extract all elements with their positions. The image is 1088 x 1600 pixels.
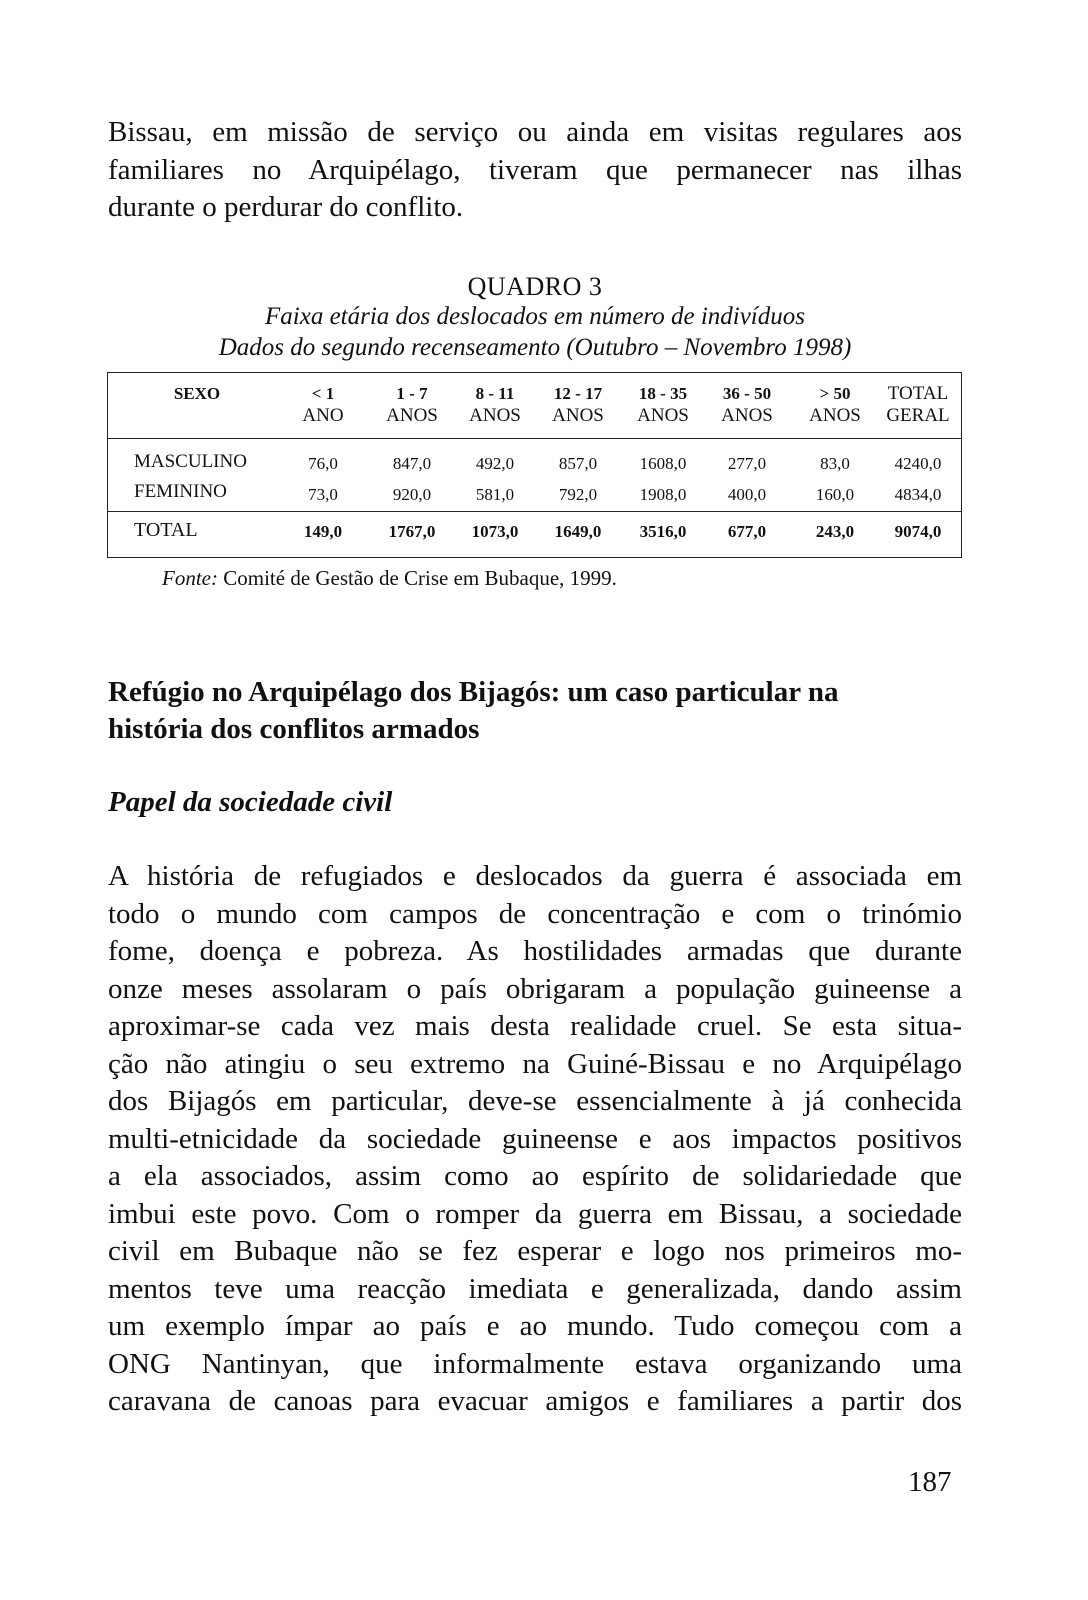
table-cell: 581,0: [475, 485, 515, 504]
text-line: mentos teve uma reacção imediata e generalizada, dando assim: [108, 1272, 962, 1305]
table-cell: 4240,0: [894, 454, 942, 473]
total-cell: 149,0: [303, 522, 343, 541]
heading-line: Refúgio no Arquipélago dos Bijagós: um caso particular na: [108, 676, 839, 708]
column-header: SEXO: [173, 384, 221, 403]
page-number: 187: [908, 1466, 952, 1498]
table-divider: [108, 438, 961, 439]
table-cell: 4834,0: [894, 485, 942, 504]
text-line: ONG Nantinyan, que informalmente estava organizando uma: [108, 1347, 962, 1380]
table-caption: Faixa etária dos deslocados em número de indivíduos: [265, 303, 805, 330]
table-subcaption: Dados do segundo recenseamento (Outubro – Novembro 1998): [218, 334, 852, 361]
table-cell: 492,0: [475, 454, 515, 473]
text-line: civil em Bubaque não se fez esperar e logo nos primeiros mo-: [108, 1235, 962, 1267]
text-line: todo o mundo com campos de concentração e com o trinómio: [108, 897, 962, 930]
column-header: 12 - 17 ANOS: [552, 384, 604, 426]
total-cell: 1649,0: [554, 522, 602, 541]
source-label: Fonte:: [162, 566, 218, 590]
text-line: durante o perdurar do conflito.: [108, 191, 464, 223]
column-header: 1 - 7 ANOS: [386, 384, 438, 426]
total-cell: 3516,0: [639, 522, 687, 541]
table-cell: 83,0: [820, 454, 850, 473]
total-cell: 1767,0: [388, 522, 436, 541]
total-cell: 243,0: [815, 522, 855, 541]
table-cell: 847,0: [392, 454, 432, 473]
section-heading: [108, 674, 962, 748]
age-table: [107, 372, 962, 558]
text-line: a ela associados, assim como ao espírito de solidariedade que: [108, 1160, 962, 1192]
subheading: Papel da sociedade civil: [108, 786, 393, 818]
column-header: > 50 ANOS: [809, 384, 861, 426]
total-cell: 9074,0: [894, 522, 942, 541]
text-line: familiares no Arquipélago, tiveram que permanecer nas ilhas: [108, 153, 962, 186]
total-cell: 1073,0: [471, 522, 519, 541]
table-divider: [108, 511, 961, 512]
text-line: onze meses assolaram o país obrigaram a população guineense a: [108, 972, 962, 1005]
text-line: dos Bijagós em particular, deve-se essencialmente à já conhecida: [108, 1085, 962, 1117]
table-cell: 857,0: [558, 454, 598, 473]
column-header: 18 - 35 ANOS: [637, 384, 689, 426]
table-cell: 1608,0: [639, 454, 687, 473]
text-line: ção não atingiu o seu extremo na Guiné-Bissau e no Arquipélago: [108, 1047, 962, 1080]
column-header: TOTAL GERAL: [886, 383, 950, 426]
text-line: A história de refugiados e deslocados da guerra é associada em: [108, 860, 962, 892]
table-cell: 277,0: [727, 454, 767, 473]
row-label: MASCULINO: [134, 451, 247, 472]
table-cell: 920,0: [392, 485, 432, 504]
total-cell: 677,0: [727, 522, 767, 541]
table-cell: 792,0: [558, 485, 598, 504]
row-label: FEMININO: [134, 481, 227, 502]
column-header: 8 - 11 ANOS: [469, 384, 521, 426]
table-cell: 400,0: [727, 485, 767, 504]
text-line: aproximar-se cada vez mais desta realidade cruel. Se esta situa-: [108, 1010, 962, 1042]
source-text: Comité de Gestão de Crise em Bubaque, 1999.: [223, 566, 617, 590]
text-line: Bissau, em missão de serviço ou ainda em visitas regulares aos: [108, 116, 962, 148]
total-row-label: TOTAL: [134, 519, 198, 541]
intro-paragraph: [108, 114, 962, 227]
body-paragraph: [108, 858, 962, 1421]
text-line: caravana de canoas para evacuar amigos e familiares a partir dos: [108, 1385, 962, 1417]
column-header: 36 - 50 ANOS: [721, 384, 773, 426]
table-cell: 73,0: [308, 485, 338, 504]
text-line: imbui este povo. Com o romper da guerra em Bissau, a sociedade: [108, 1197, 962, 1230]
text-line: fome, doença e pobreza. As hostilidades armadas que durante: [108, 935, 962, 967]
table-cell: 160,0: [815, 485, 855, 504]
table-cell: 76,0: [308, 454, 338, 473]
table-cell: 1908,0: [639, 485, 687, 504]
text-line: um exemplo ímpar ao país e ao mundo. Tudo começou com a: [108, 1310, 962, 1342]
heading-line: história dos conflitos armados: [108, 713, 480, 745]
table-source: [162, 566, 617, 591]
table-label: QUADRO 3: [467, 272, 603, 301]
column-header: < 1 ANO: [302, 384, 344, 426]
text-line: multi-etnicidade da sociedade guineense e aos impactos positivos: [108, 1122, 962, 1155]
